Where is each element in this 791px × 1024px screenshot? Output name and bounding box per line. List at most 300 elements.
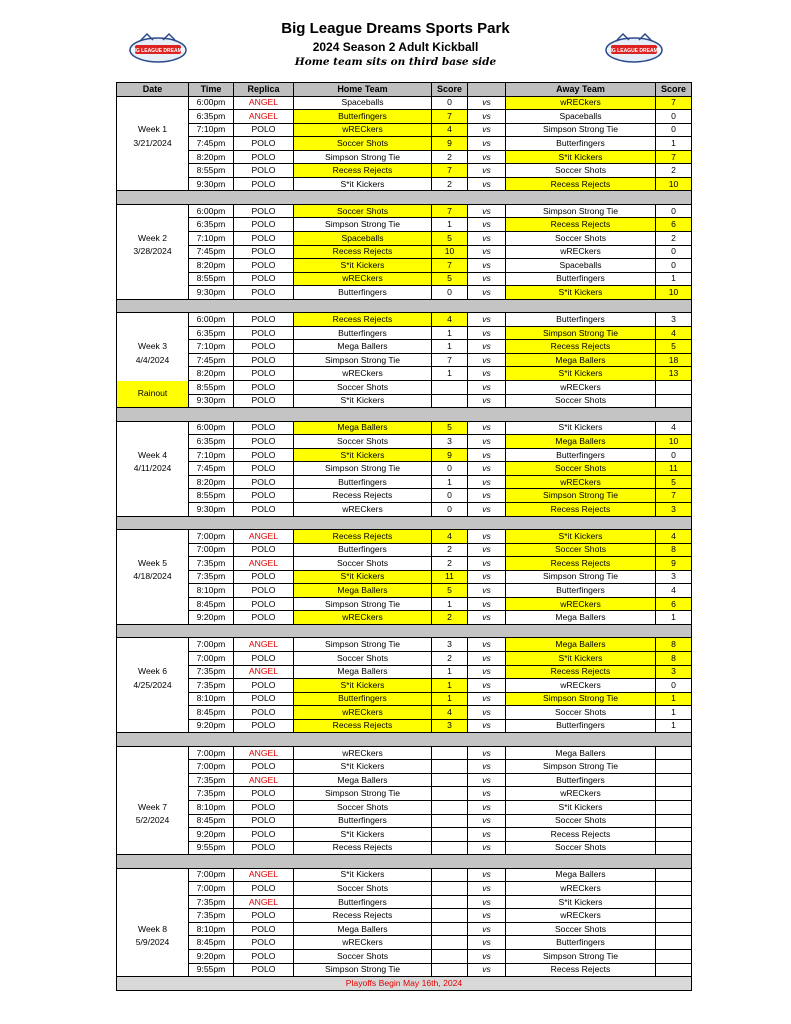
game-time: 7:00pm bbox=[189, 882, 234, 896]
versus-label: vs bbox=[468, 313, 506, 327]
home-team: wRECkers bbox=[294, 367, 432, 381]
date-cell bbox=[117, 530, 189, 544]
away-team: Mega Ballers bbox=[506, 746, 656, 760]
away-team: Recess Rejects bbox=[506, 828, 656, 842]
versus-label: vs bbox=[468, 218, 506, 232]
away-team: Recess Rejects bbox=[506, 218, 656, 232]
away-score bbox=[656, 746, 692, 760]
game-time: 8:20pm bbox=[189, 475, 234, 489]
home-team: Simpson Strong Tie bbox=[294, 150, 432, 164]
table-row bbox=[117, 313, 692, 327]
replica-field: POLO bbox=[234, 909, 294, 923]
away-team: Simpson Strong Tie bbox=[506, 123, 656, 137]
home-team: Recess Rejects bbox=[294, 164, 432, 178]
table-row bbox=[117, 651, 692, 665]
away-score: 5 bbox=[656, 475, 692, 489]
replica-field: POLO bbox=[234, 245, 294, 259]
game-time: 9:55pm bbox=[189, 841, 234, 855]
away-score: 9 bbox=[656, 557, 692, 571]
home-score bbox=[432, 760, 468, 774]
away-score bbox=[656, 963, 692, 977]
replica-field: POLO bbox=[234, 421, 294, 435]
home-score: 0 bbox=[432, 502, 468, 516]
home-team: Mega Ballers bbox=[294, 773, 432, 787]
versus-label: vs bbox=[468, 679, 506, 693]
game-time: 7:00pm bbox=[189, 746, 234, 760]
replica-field: POLO bbox=[234, 882, 294, 896]
home-team: Soccer Shots bbox=[294, 204, 432, 218]
home-team: wRECkers bbox=[294, 123, 432, 137]
table-row bbox=[117, 475, 692, 489]
away-team: wRECkers bbox=[506, 381, 656, 395]
home-score: 5 bbox=[432, 584, 468, 598]
home-score bbox=[432, 381, 468, 395]
week-date: 5/2/2024 bbox=[117, 814, 189, 828]
versus-label: vs bbox=[468, 841, 506, 855]
table-row bbox=[117, 800, 692, 814]
table-row bbox=[117, 719, 692, 733]
game-time: 8:20pm bbox=[189, 367, 234, 381]
replica-field: POLO bbox=[234, 692, 294, 706]
home-score: 1 bbox=[432, 665, 468, 679]
table-row bbox=[117, 638, 692, 652]
home-team: S*it Kickers bbox=[294, 394, 432, 408]
home-score: 1 bbox=[432, 218, 468, 232]
away-score: 4 bbox=[656, 421, 692, 435]
versus-label: vs bbox=[468, 746, 506, 760]
home-team: Mega Ballers bbox=[294, 584, 432, 598]
away-score: 3 bbox=[656, 502, 692, 516]
table-row bbox=[117, 421, 692, 435]
replica-field: POLO bbox=[234, 462, 294, 476]
game-time: 7:45pm bbox=[189, 353, 234, 367]
table-row bbox=[117, 787, 692, 801]
away-score bbox=[656, 787, 692, 801]
away-team: Simpson Strong Tie bbox=[506, 950, 656, 964]
date-cell bbox=[117, 367, 189, 381]
home-team: Recess Rejects bbox=[294, 489, 432, 503]
away-score bbox=[656, 868, 692, 882]
date-cell bbox=[117, 259, 189, 273]
home-score: 4 bbox=[432, 530, 468, 544]
game-time: 9:30pm bbox=[189, 394, 234, 408]
away-team: S*it Kickers bbox=[506, 895, 656, 909]
replica-field: POLO bbox=[234, 611, 294, 625]
home-score bbox=[432, 800, 468, 814]
versus-label: vs bbox=[468, 164, 506, 178]
away-score: 13 bbox=[656, 367, 692, 381]
home-team: Recess Rejects bbox=[294, 313, 432, 327]
date-cell bbox=[117, 882, 189, 896]
game-time: 8:45pm bbox=[189, 814, 234, 828]
away-team: wRECkers bbox=[506, 475, 656, 489]
replica-field: ANGEL bbox=[234, 110, 294, 124]
table-row bbox=[117, 326, 692, 340]
away-team: Soccer Shots bbox=[506, 841, 656, 855]
home-score bbox=[432, 746, 468, 760]
home-team: Mega Ballers bbox=[294, 421, 432, 435]
away-team: S*it Kickers bbox=[506, 421, 656, 435]
home-score bbox=[432, 895, 468, 909]
home-team: Soccer Shots bbox=[294, 651, 432, 665]
table-row bbox=[117, 909, 692, 923]
table-row bbox=[117, 381, 692, 395]
away-team: wRECkers bbox=[506, 597, 656, 611]
away-score: 2 bbox=[656, 232, 692, 246]
game-time: 8:55pm bbox=[189, 164, 234, 178]
table-row bbox=[117, 665, 692, 679]
week-separator bbox=[117, 408, 692, 422]
away-score bbox=[656, 760, 692, 774]
replica-field: POLO bbox=[234, 204, 294, 218]
away-team: Butterfingers bbox=[506, 137, 656, 151]
replica-field: POLO bbox=[234, 814, 294, 828]
away-team: S*it Kickers bbox=[506, 367, 656, 381]
replica-field: POLO bbox=[234, 340, 294, 354]
replica-field: POLO bbox=[234, 164, 294, 178]
home-score: 0 bbox=[432, 462, 468, 476]
date-cell bbox=[117, 950, 189, 964]
home-team: Butterfingers bbox=[294, 543, 432, 557]
game-time: 8:55pm bbox=[189, 272, 234, 286]
versus-label: vs bbox=[468, 394, 506, 408]
table-row bbox=[117, 828, 692, 842]
home-team: Soccer Shots bbox=[294, 381, 432, 395]
versus-label: vs bbox=[468, 286, 506, 300]
game-time: 7:35pm bbox=[189, 570, 234, 584]
home-team: Mega Ballers bbox=[294, 340, 432, 354]
away-score: 3 bbox=[656, 313, 692, 327]
game-time: 8:55pm bbox=[189, 489, 234, 503]
home-score: 1 bbox=[432, 692, 468, 706]
home-team: Soccer Shots bbox=[294, 137, 432, 151]
away-team: Butterfingers bbox=[506, 719, 656, 733]
date-cell bbox=[117, 746, 189, 760]
versus-label: vs bbox=[468, 353, 506, 367]
table-row bbox=[117, 814, 692, 828]
week-separator bbox=[117, 191, 692, 205]
home-score: 0 bbox=[432, 489, 468, 503]
away-score: 1 bbox=[656, 706, 692, 720]
table-row bbox=[117, 353, 692, 367]
versus-label: vs bbox=[468, 611, 506, 625]
table-row bbox=[117, 204, 692, 218]
versus-label: vs bbox=[468, 150, 506, 164]
versus-label: vs bbox=[468, 462, 506, 476]
replica-field: ANGEL bbox=[234, 96, 294, 110]
away-score bbox=[656, 950, 692, 964]
versus-label: vs bbox=[468, 963, 506, 977]
versus-label: vs bbox=[468, 245, 506, 259]
date-cell bbox=[117, 638, 189, 652]
away-team: Recess Rejects bbox=[506, 557, 656, 571]
home-score bbox=[432, 394, 468, 408]
away-score: 1 bbox=[656, 611, 692, 625]
away-score bbox=[656, 922, 692, 936]
playoffs-note: Playoffs Begin May 16th, 2024 bbox=[117, 977, 692, 991]
replica-field: POLO bbox=[234, 286, 294, 300]
home-team: Butterfingers bbox=[294, 326, 432, 340]
date-cell bbox=[117, 177, 189, 191]
versus-label: vs bbox=[468, 800, 506, 814]
home-team: Simpson Strong Tie bbox=[294, 638, 432, 652]
col-header-away-score: Score bbox=[656, 83, 692, 97]
table-row bbox=[117, 164, 692, 178]
table-row bbox=[117, 895, 692, 909]
game-time: 6:35pm bbox=[189, 218, 234, 232]
home-score bbox=[432, 963, 468, 977]
date-cell bbox=[117, 760, 189, 774]
date-cell bbox=[117, 218, 189, 232]
versus-label: vs bbox=[468, 530, 506, 544]
week-separator bbox=[117, 733, 692, 747]
date-cell bbox=[117, 895, 189, 909]
game-time: 8:45pm bbox=[189, 706, 234, 720]
date-cell bbox=[117, 164, 189, 178]
schedule-table bbox=[116, 82, 692, 991]
versus-label: vs bbox=[468, 137, 506, 151]
home-score: 7 bbox=[432, 164, 468, 178]
separator-cell bbox=[117, 733, 692, 747]
away-team: S*it Kickers bbox=[506, 286, 656, 300]
home-score bbox=[432, 922, 468, 936]
week-separator bbox=[117, 516, 692, 530]
home-score: 5 bbox=[432, 232, 468, 246]
home-team: S*it Kickers bbox=[294, 177, 432, 191]
replica-field: POLO bbox=[234, 218, 294, 232]
versus-label: vs bbox=[468, 665, 506, 679]
home-score: 3 bbox=[432, 719, 468, 733]
table-row bbox=[117, 177, 692, 191]
table-row bbox=[117, 679, 692, 693]
table-row bbox=[117, 245, 692, 259]
week-separator bbox=[117, 299, 692, 313]
table-row bbox=[117, 232, 692, 246]
home-score bbox=[432, 936, 468, 950]
game-time: 7:10pm bbox=[189, 232, 234, 246]
page-note: Home team sits on third base side bbox=[294, 56, 497, 68]
home-score: 1 bbox=[432, 340, 468, 354]
game-time: 7:35pm bbox=[189, 895, 234, 909]
week-label: Week 8 bbox=[117, 922, 189, 936]
replica-field: ANGEL bbox=[234, 638, 294, 652]
home-team: Spaceballs bbox=[294, 232, 432, 246]
date-cell bbox=[117, 584, 189, 598]
replica-field: ANGEL bbox=[234, 665, 294, 679]
away-team: Mega Ballers bbox=[506, 353, 656, 367]
away-score: 10 bbox=[656, 177, 692, 191]
date-cell bbox=[117, 597, 189, 611]
away-team: wRECkers bbox=[506, 909, 656, 923]
table-row bbox=[117, 570, 692, 584]
home-team: wRECkers bbox=[294, 611, 432, 625]
away-score: 0 bbox=[656, 679, 692, 693]
away-score: 2 bbox=[656, 164, 692, 178]
away-team: Simpson Strong Tie bbox=[506, 692, 656, 706]
away-score bbox=[656, 773, 692, 787]
game-time: 6:00pm bbox=[189, 96, 234, 110]
date-cell bbox=[117, 828, 189, 842]
home-score: 1 bbox=[432, 475, 468, 489]
replica-field: POLO bbox=[234, 448, 294, 462]
versus-label: vs bbox=[468, 787, 506, 801]
home-score: 5 bbox=[432, 272, 468, 286]
home-team: Butterfingers bbox=[294, 692, 432, 706]
versus-label: vs bbox=[468, 706, 506, 720]
week-separator bbox=[117, 624, 692, 638]
away-team: wRECkers bbox=[506, 787, 656, 801]
away-team: Simpson Strong Tie bbox=[506, 570, 656, 584]
home-team: Butterfingers bbox=[294, 895, 432, 909]
away-team: wRECkers bbox=[506, 245, 656, 259]
replica-field: POLO bbox=[234, 502, 294, 516]
replica-field: POLO bbox=[234, 232, 294, 246]
away-team: wRECkers bbox=[506, 679, 656, 693]
versus-label: vs bbox=[468, 651, 506, 665]
table-row bbox=[117, 123, 692, 137]
home-score: 7 bbox=[432, 259, 468, 273]
week-label: Week 5 bbox=[117, 557, 189, 571]
versus-label: vs bbox=[468, 123, 506, 137]
game-time: 8:10pm bbox=[189, 922, 234, 936]
table-row bbox=[117, 394, 692, 408]
footer-row bbox=[117, 977, 692, 991]
home-score: 3 bbox=[432, 638, 468, 652]
versus-label: vs bbox=[468, 584, 506, 598]
game-time: 8:55pm bbox=[189, 381, 234, 395]
home-score: 2 bbox=[432, 150, 468, 164]
replica-field: POLO bbox=[234, 150, 294, 164]
away-team: Mega Ballers bbox=[506, 435, 656, 449]
away-score bbox=[656, 828, 692, 842]
game-time: 7:10pm bbox=[189, 123, 234, 137]
home-team: Spaceballs bbox=[294, 96, 432, 110]
home-score bbox=[432, 828, 468, 842]
home-score: 0 bbox=[432, 96, 468, 110]
game-time: 7:45pm bbox=[189, 137, 234, 151]
home-score: 4 bbox=[432, 123, 468, 137]
away-score bbox=[656, 895, 692, 909]
home-score: 5 bbox=[432, 421, 468, 435]
home-score: 11 bbox=[432, 570, 468, 584]
game-time: 6:35pm bbox=[189, 110, 234, 124]
page-subtitle: 2024 Season 2 Adult Kickball bbox=[312, 40, 479, 54]
away-team: wRECkers bbox=[506, 882, 656, 896]
separator-cell bbox=[117, 516, 692, 530]
game-time: 9:30pm bbox=[189, 502, 234, 516]
away-team: Butterfingers bbox=[506, 773, 656, 787]
home-score: 9 bbox=[432, 448, 468, 462]
separator-cell bbox=[117, 408, 692, 422]
away-team: Butterfingers bbox=[506, 448, 656, 462]
week-date: 3/21/2024 bbox=[117, 137, 189, 151]
logo-text-right: BIG LEAGUE DREAMS bbox=[606, 48, 662, 54]
versus-label: vs bbox=[468, 502, 506, 516]
game-time: 7:35pm bbox=[189, 665, 234, 679]
separator-cell bbox=[117, 191, 692, 205]
replica-field: POLO bbox=[234, 367, 294, 381]
table-row bbox=[117, 963, 692, 977]
home-team: Simpson Strong Tie bbox=[294, 963, 432, 977]
away-team: Mega Ballers bbox=[506, 868, 656, 882]
away-team: Simpson Strong Tie bbox=[506, 760, 656, 774]
replica-field: POLO bbox=[234, 259, 294, 273]
replica-field: POLO bbox=[234, 760, 294, 774]
versus-label: vs bbox=[468, 421, 506, 435]
away-team: Soccer Shots bbox=[506, 394, 656, 408]
game-time: 7:35pm bbox=[189, 773, 234, 787]
away-score: 0 bbox=[656, 110, 692, 124]
home-team: Mega Ballers bbox=[294, 922, 432, 936]
away-score: 1 bbox=[656, 137, 692, 151]
away-score: 4 bbox=[656, 530, 692, 544]
away-team: wRECkers bbox=[506, 96, 656, 110]
away-score: 6 bbox=[656, 218, 692, 232]
replica-field: POLO bbox=[234, 800, 294, 814]
table-row bbox=[117, 611, 692, 625]
table-row bbox=[117, 922, 692, 936]
home-team: Soccer Shots bbox=[294, 950, 432, 964]
home-team: Butterfingers bbox=[294, 475, 432, 489]
page-title: Big League Dreams Sports Park bbox=[281, 20, 510, 37]
home-team: S*it Kickers bbox=[294, 448, 432, 462]
table-row bbox=[117, 597, 692, 611]
replica-field: POLO bbox=[234, 787, 294, 801]
date-cell bbox=[117, 475, 189, 489]
away-score: 6 bbox=[656, 597, 692, 611]
versus-label: vs bbox=[468, 868, 506, 882]
table-row bbox=[117, 96, 692, 110]
date-cell bbox=[117, 272, 189, 286]
game-time: 8:10pm bbox=[189, 692, 234, 706]
away-team: Soccer Shots bbox=[506, 232, 656, 246]
home-score: 4 bbox=[432, 706, 468, 720]
away-team: S*it Kickers bbox=[506, 651, 656, 665]
game-time: 6:35pm bbox=[189, 435, 234, 449]
away-team: Butterfingers bbox=[506, 936, 656, 950]
home-team: Recess Rejects bbox=[294, 245, 432, 259]
date-cell bbox=[117, 719, 189, 733]
home-team: Butterfingers bbox=[294, 110, 432, 124]
home-team: Mega Ballers bbox=[294, 665, 432, 679]
away-team: Simpson Strong Tie bbox=[506, 204, 656, 218]
date-cell bbox=[117, 787, 189, 801]
away-score bbox=[656, 882, 692, 896]
game-time: 8:10pm bbox=[189, 584, 234, 598]
home-team: Soccer Shots bbox=[294, 557, 432, 571]
away-score: 8 bbox=[656, 638, 692, 652]
versus-label: vs bbox=[468, 882, 506, 896]
date-cell bbox=[117, 489, 189, 503]
away-team: S*it Kickers bbox=[506, 800, 656, 814]
home-score: 0 bbox=[432, 286, 468, 300]
table-row bbox=[117, 760, 692, 774]
versus-label: vs bbox=[468, 760, 506, 774]
versus-label: vs bbox=[468, 232, 506, 246]
game-time: 7:00pm bbox=[189, 530, 234, 544]
away-team: Recess Rejects bbox=[506, 340, 656, 354]
date-cell bbox=[117, 692, 189, 706]
away-score: 4 bbox=[656, 326, 692, 340]
away-team: Soccer Shots bbox=[506, 706, 656, 720]
col-header-home-score: Score bbox=[432, 83, 468, 97]
away-score: 4 bbox=[656, 584, 692, 598]
schedule-body bbox=[117, 96, 692, 990]
table-row bbox=[117, 462, 692, 476]
table-row bbox=[117, 543, 692, 557]
replica-field: ANGEL bbox=[234, 746, 294, 760]
away-score: 3 bbox=[656, 665, 692, 679]
